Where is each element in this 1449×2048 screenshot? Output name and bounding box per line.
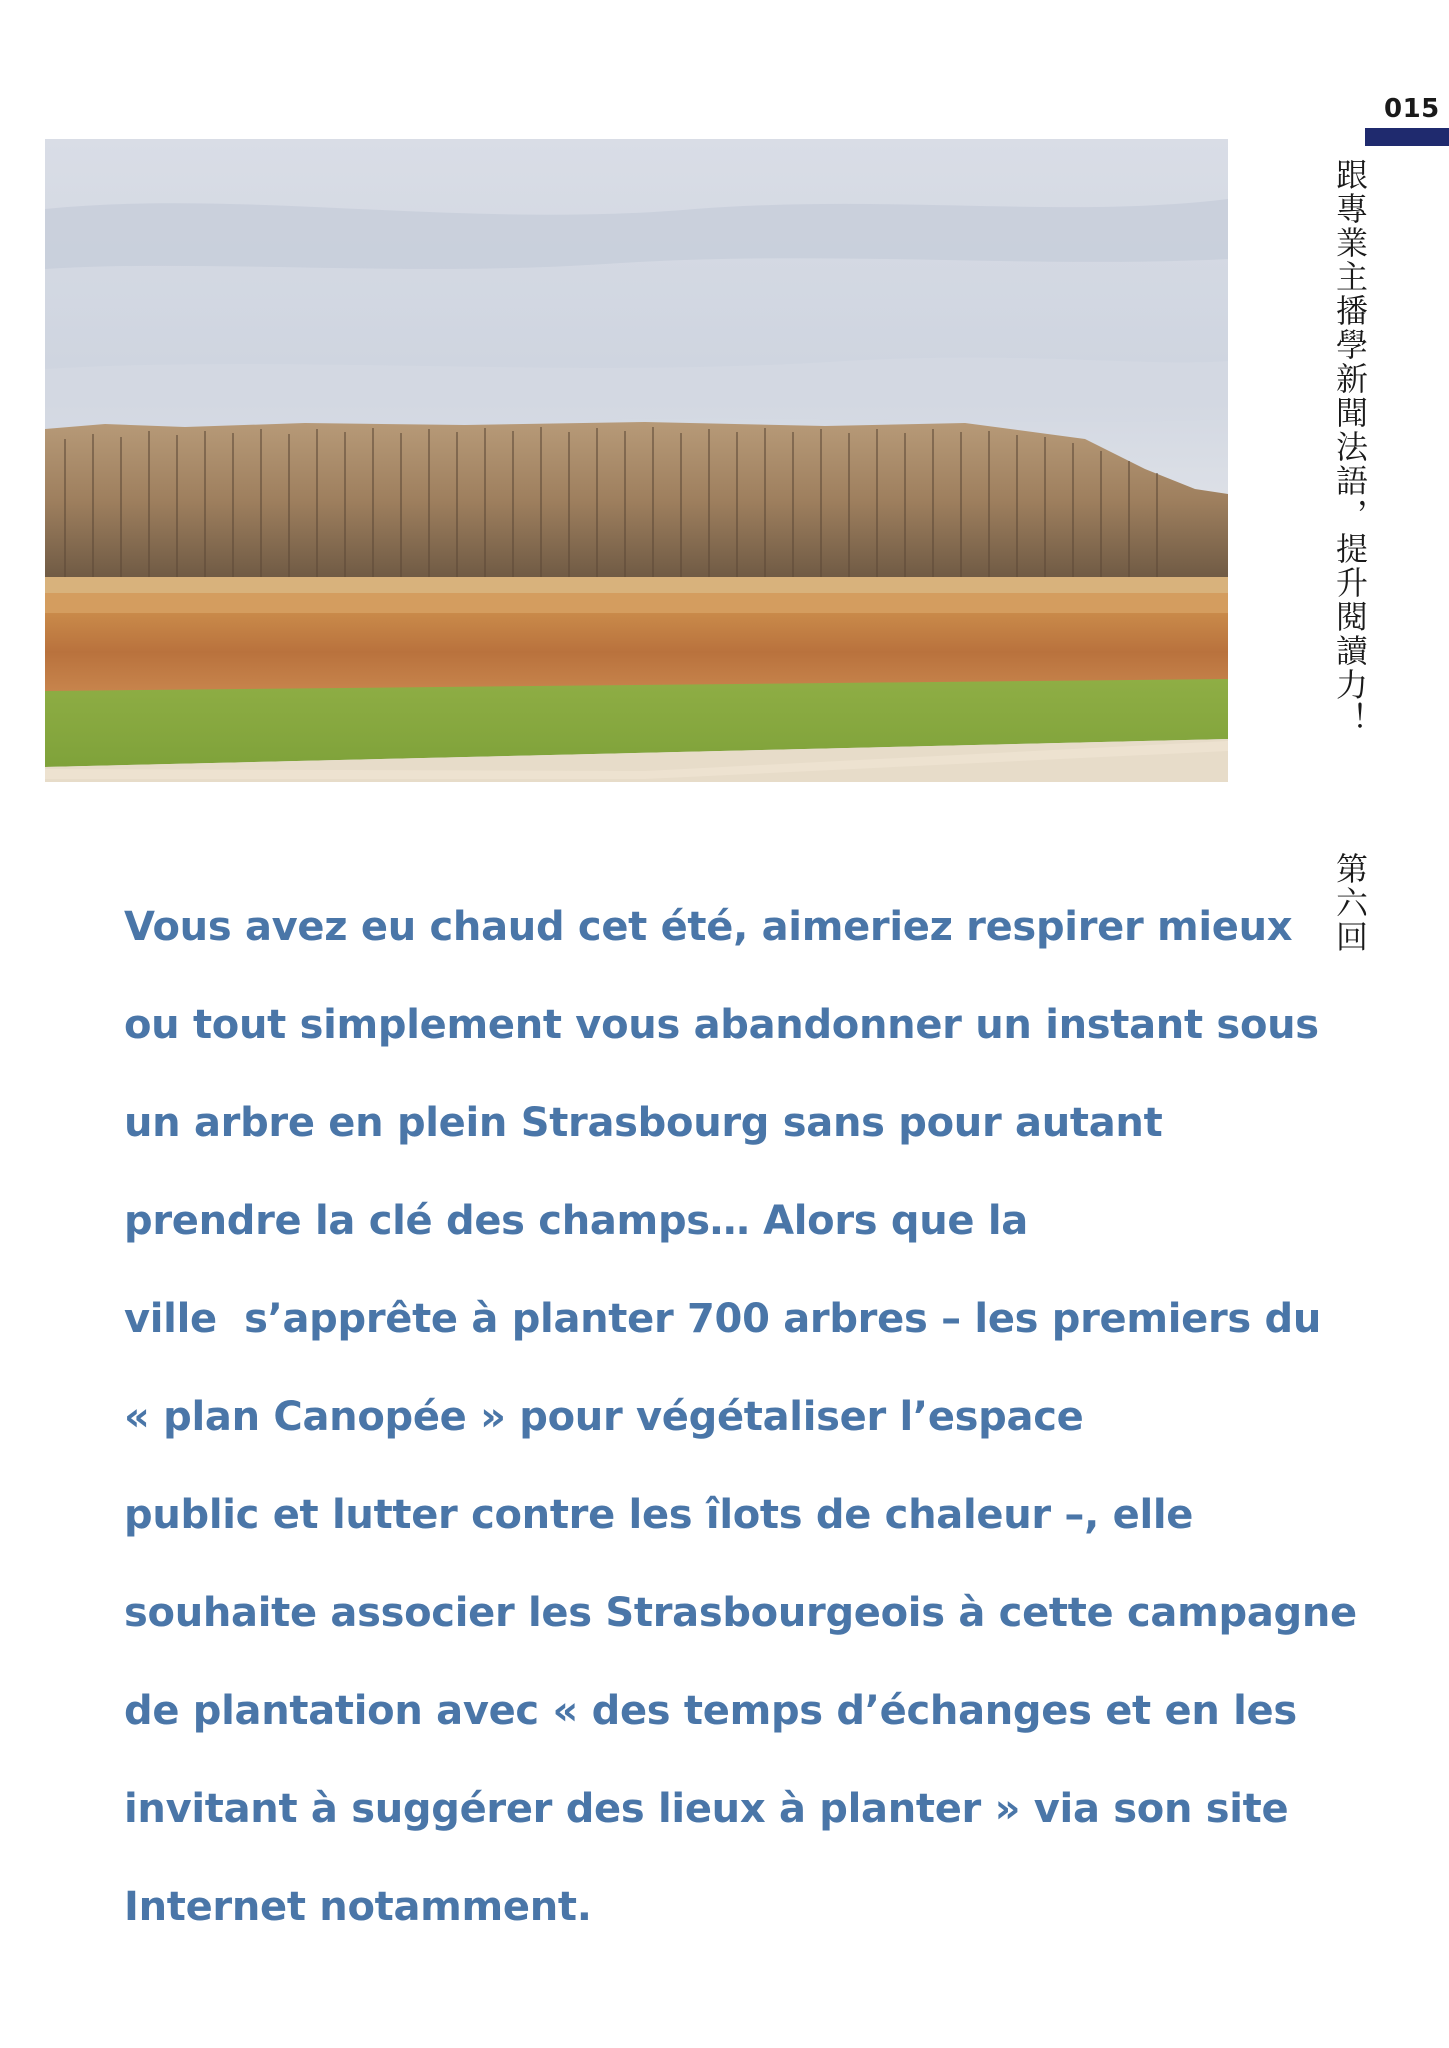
- article-line: ou tout simplement vous abandonner un instant sous: [124, 1002, 1319, 1048]
- article-line: un arbre en plein Strasbourg sans pour autant: [124, 1100, 1163, 1146]
- landscape-photo: [45, 139, 1228, 782]
- article-line: public et lutter contre les îlots de chaleur –, elle: [124, 1492, 1194, 1538]
- page-number: 015: [1384, 94, 1440, 124]
- article-line: de plantation avec « des temps d’échanges et en les: [124, 1688, 1297, 1734]
- article-line: ville s’apprête à planter 700 arbres – les premiers du: [124, 1296, 1322, 1342]
- article-line: souhaite associer les Strasbourgeois à cette campagne: [124, 1590, 1357, 1636]
- article-line: Internet notamment.: [124, 1884, 592, 1930]
- side-series-title: 跟專業主播學新聞法語，提升閱讀力！: [1331, 158, 1369, 736]
- article-line: « plan Canopée » pour végétaliser l’espace: [124, 1394, 1084, 1440]
- article-line: Vous avez eu chaud cet été, aimeriez respirer mieux: [124, 904, 1293, 950]
- side-episode-label: 第六回: [1331, 852, 1369, 954]
- page-number-bar: [1365, 128, 1449, 146]
- article-line: prendre la clé des champs… Alors que la: [124, 1198, 1028, 1244]
- landscape-photo-illustration: [45, 139, 1228, 782]
- article-line: invitant à suggérer des lieux à planter » via son site: [124, 1786, 1289, 1832]
